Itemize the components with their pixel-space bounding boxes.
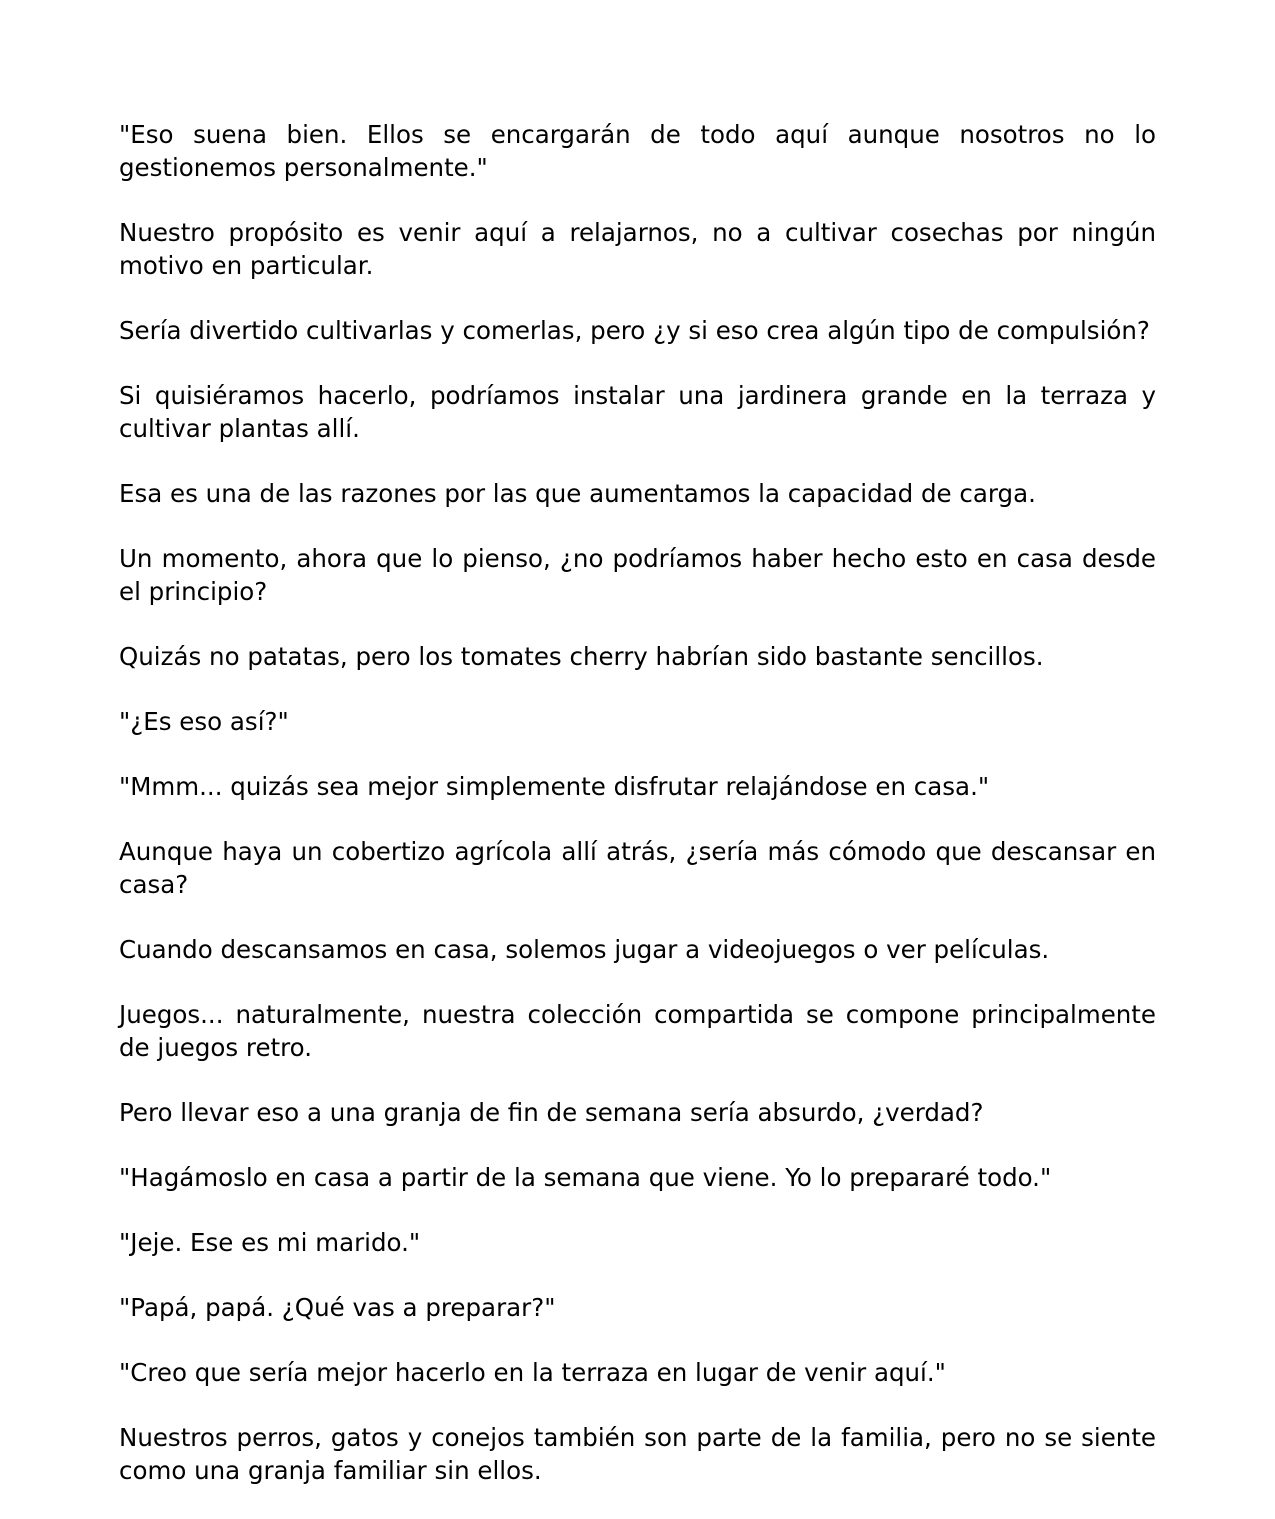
paragraph: "Eso suena bien. Ellos se encargarán de todo aquí aunque nosotros no lo gestionemos personalmente." [119,120,1156,182]
paragraph: Sería divertido cultivarlas y comerlas, pero ¿y si eso crea algún tipo de compulsión? [119,316,1150,345]
paragraph: Cuando descansamos en casa, solemos jugar a videojuegos o ver películas. [119,935,1050,964]
paragraph: "Mmm... quizás sea mejor simplemente disfrutar relajándose en casa." [119,772,990,801]
paragraph: Quizás no patatas, pero los tomates cherry habrían sido bastante sencillos. [119,642,1044,671]
paragraph: "Creo que sería mejor hacerlo en la terraza en lugar de venir aquí." [119,1358,946,1387]
paragraph: Nuestros perros, gatos y conejos también son parte de la familia, pero no se siente como una granja familiar sin ellos. [119,1423,1156,1485]
paragraph: Aunque haya un cobertizo agrícola allí atrás, ¿sería más cómodo que descansar en casa? [119,837,1156,899]
paragraph: Si quisiéramos hacerlo, podríamos instalar una jardinera grande en la terraza y cultivar plantas allí. [119,381,1156,443]
paragraph: Nuestro propósito es venir aquí a relajarnos, no a cultivar cosechas por ningún motivo en particular. [119,218,1156,280]
document-page [119,118,1156,1519]
paragraph: "Jeje. Ese es mi marido." [119,1228,421,1257]
paragraph: Pero llevar eso a una granja de fin de semana sería absurdo, ¿verdad? [119,1098,984,1127]
paragraph: Esa es una de las razones por las que aumentamos la capacidad de carga. [119,479,1036,508]
paragraph: Juegos... naturalmente, nuestra colección compartida se compone principalmente de juegos retro. [119,1000,1156,1062]
paragraph: "Papá, papá. ¿Qué vas a preparar?" [119,1293,556,1322]
paragraph: Un momento, ahora que lo pienso, ¿no podríamos haber hecho esto en casa desde el principio? [119,544,1156,606]
paragraph: "Hagámoslo en casa a partir de la semana que viene. Yo lo prepararé todo." [119,1163,1052,1192]
paragraph: "¿Es eso así?" [119,707,289,736]
